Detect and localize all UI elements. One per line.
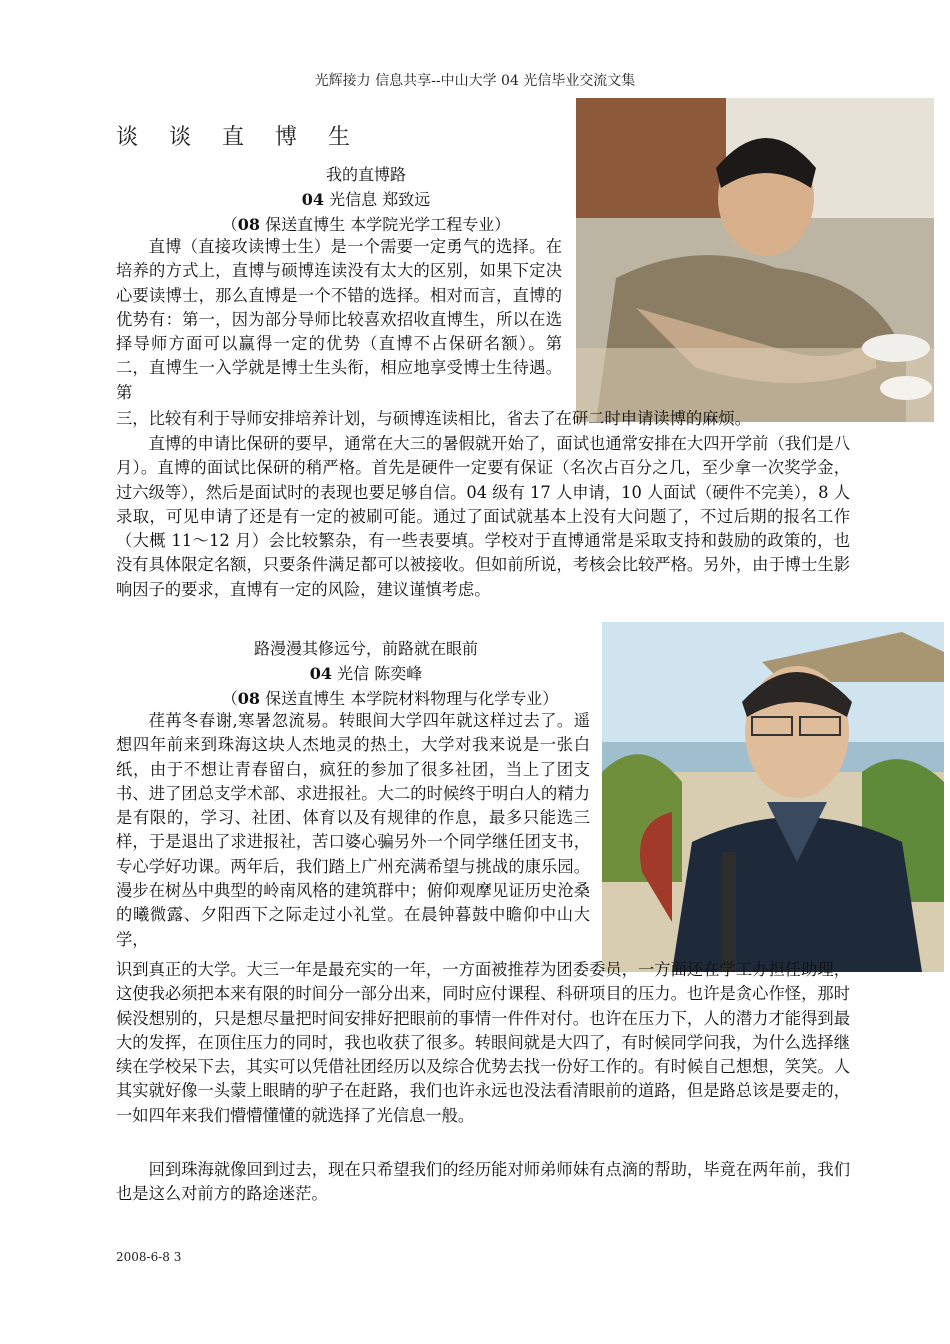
article-2-note-year: 08: [237, 689, 261, 708]
article-1-paragraph-1: 直博（直接攻读博士生）是一个需要一定勇气的选择。在培养的方式上，直博与硕博连读没有太大的区别，如果下定决心要读博士，那么直博是一个不错的选择。相对而言，直博的优势有：第一，因为部分导师比较喜欢招收直博生，所以在选择导师方面可以赢得一定的优势（直博不占保研名额）。第二，直博生一入学就是博士生头衔，相应地享受博士生待遇。第: [116, 237, 562, 402]
article-1-author-name: 光信息 郑致远: [329, 190, 431, 209]
article-1-author-class: 04: [301, 190, 325, 209]
article-1-author: [116, 187, 616, 210]
article-1-note: [116, 212, 616, 235]
page-header: 光辉接力 信息共享--中山大学 04 光信毕业交流文集: [314, 73, 636, 89]
article-2-note: [140, 686, 640, 709]
article-2-paragraph-2: 回到珠海就像回到过去，现在只希望我们的经历能对师弟师妹有点滴的帮助，毕竟在两年前，我们也是这么对前方的路途迷茫。: [116, 1160, 850, 1204]
article-1-note-open: （: [221, 215, 238, 234]
portrait-photo-1: [576, 98, 934, 422]
page-title: 谈 谈 直 博 生: [116, 125, 362, 150]
article-2-heading: 路漫漫其修远兮，前路就在眼前: [253, 639, 478, 658]
portrait-photo-2: [602, 622, 944, 972]
article-2-author-class: 04: [309, 664, 333, 683]
article-2-author-name: 光信 陈奕峰: [337, 664, 423, 683]
article-1-heading: 我的直博路: [325, 165, 406, 184]
article-2-paragraph-1-tail: 识到真正的大学。大三一年是最充实的一年，一方面被推荐为团委委员，一方面还在学工办担任助理，这使我必须把本来有限的时间分一部分出来，同时应付课程、科研项目的压力。也许是贪心作怪，那时候没想别的，只是想尽量把时间安排好把眼前的事情一件件对付。也许在压力下，人的潜力才能得到最大的发挥，在顶住压力的同时，我也收获了很多。转眼间就是大四了，有时候同学问我，为什么选择继续在学校呆下去，其实可以凭借社团经历以及综合优势去找一份好工作的。有时候自己想想，笑笑。人其实就好像一头蒙上眼睛的驴子在赶路，我们也许永远也没法看清眼前的道路，但是路总该是要走的，一如四年来我们懵懵懂懂的就选择了光信息一般。: [116, 960, 850, 1125]
article-2-author: [116, 661, 616, 684]
article-1-paragraph-2: 直博的申请比保研的要早，通常在大三的暑假就开始了，面试也通常安排在大四开学前（我们是八月）。直博的面试比保研的稍严格。首先是硬件一定要有保证（名次占百分之几，至少拿一次奖学金，过六级等），然后是面试时的表现也要足够自信。04 级有 17 人申请，10 人面试（硬件不完美），8 人录取，可见申请了还是有一定的被刷可能。通过了面试就基本上没有大问题了，不过后期的报名工作（大概 11～12 月）会比较繁杂，有一些表要填。学校对于直博通常是采取支持和鼓励的政策的，也没有具体限定名额，只要条件满足都可以被接收。但如前所说，考核会比较严格。另外，由于博士生影响因子的要求，直博有一定的风险，建议谨慎考虑。: [116, 434, 850, 599]
article-2-note-open: （: [221, 689, 238, 708]
article-1-note-text: 保送直博生 本学院光学工程专业）: [265, 215, 511, 234]
page-footer: 2008-6-8 3: [116, 1250, 182, 1264]
article-1-note-year: 08: [237, 215, 261, 234]
article-2-note-text: 保送直博生 本学院材料物理与化学专业）: [265, 689, 559, 708]
article-1-paragraph-1-tail: 三，比较有利于导师安排培养计划，与硕博连读相比，省去了在研二时申请读博的麻烦。: [116, 409, 751, 428]
article-2-paragraph-1: 荏苒冬春谢,寒暑忽流易。转眼间大学四年就这样过去了。遥想四年前来到珠海这块人杰地灵的热土，大学对我来说是一张白纸，由于不想让青春留白，疯狂的参加了很多社团，当上了团支书、进了团总支学术部、求进报社。大二的时候终于明白人的精力是有限的，学习、社团、体育以及有规律的作息，最多只能选三样，于是退出了求进报社，苦口婆心骗另外一个同学继任团支书，专心学好功课。两年后，我们踏上广州充满希望与挑战的康乐园。漫步在树丛中典型的岭南风格的建筑群中；俯仰观摩见证历史沧桑的曦微露、夕阳西下之际走过小礼堂。在晨钟暮鼓中瞻仰中山大学，: [116, 711, 590, 949]
